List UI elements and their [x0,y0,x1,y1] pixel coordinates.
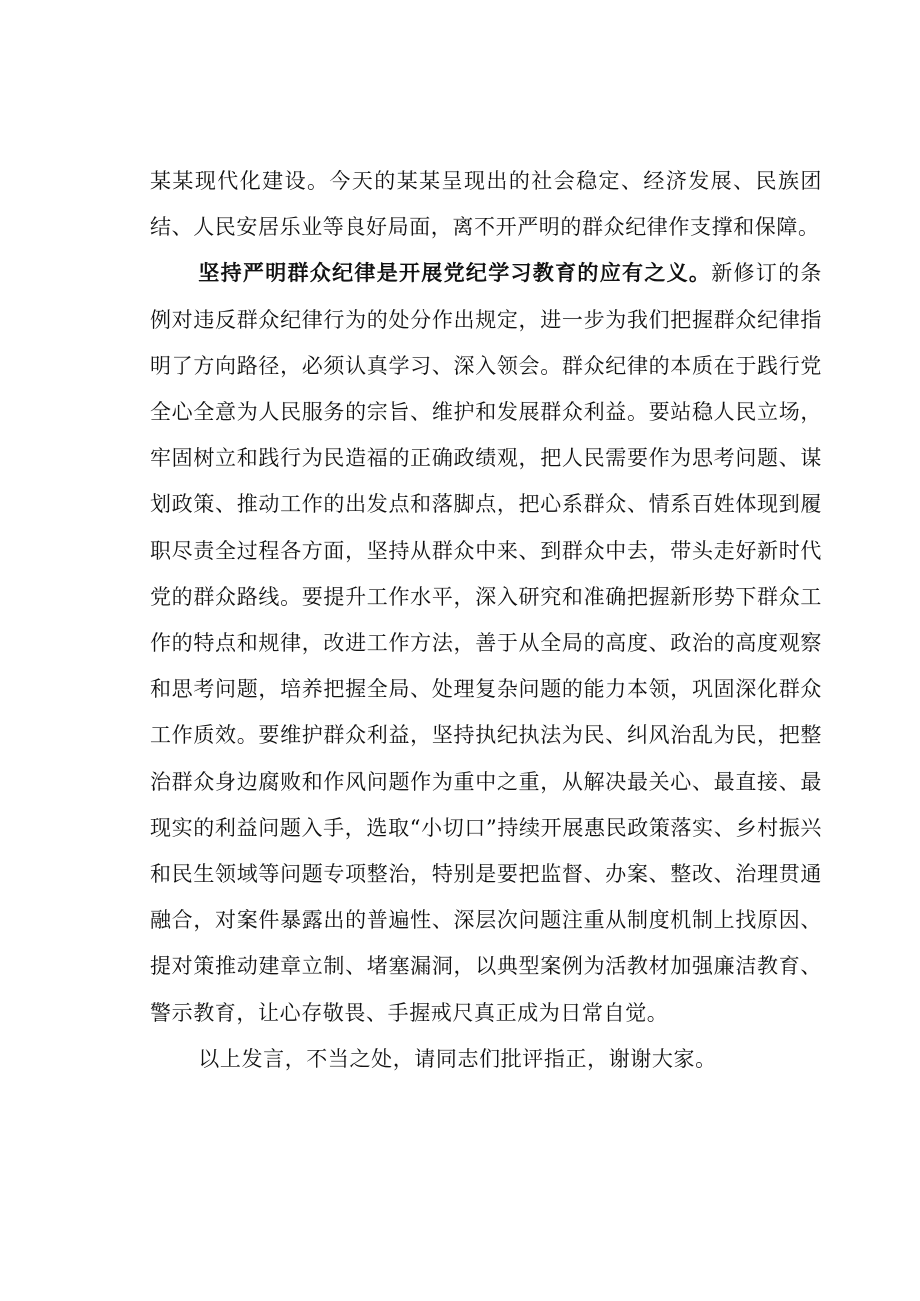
paragraph-lead-sentence: 坚持严明群众纪律是开展党纪学习教育的应有之义。 [198,260,712,286]
paragraph-closing: 以上发言，不当之处，请同志们批评指正，谢谢大家。 [198,1046,717,1071]
paragraph-body-text: 新修订的条例对违反群众纪律行为的处分作出规定，进一步为我们把握群众纪律指明了方向路径，必须认真学习、深入领会。群众纪律的本质在于践行党全心全意为人民服务的宗旨、维护和发展群众利益。要站稳人民立场，牢固树立和践行为民造福的正确政绩观，把人民需要作为思考问题、谋划政策、推动工作的出发点和落脚点，把心系群众、情系百姓体现到履职尽责全过程各方面，坚持从群众中来、到群众中去，带头走好新时代党的群众路线。要提升工作水平，深入研究和准确把握新形势下群众工作的特点和规律，改进工作方法，善于从全局的高度、政治的高度观察和思考问题，培养把握全局、处理复杂问题的能力本领，巩固深化群众工作质效。要维护群众利益，坚持执纪执法为民、纠风治乱为民，把整治群众身边腐败和作风问题作为重中之重，从解决最关心、最直接、最现实的利益问题入手，选取“小切口”持续开展惠民政策落实、乡村振兴和民生领域等问题专项整治，特别是要把监督、办案、整改、治理贯通融合，对案件暴露出的普遍性、深层次问题注重从制度机制上找原因、提对策推动建章立制、堵塞漏洞，以典型案例为活教材加强廉洁教育、警示教育，让心存敬畏、手握戒尺真正成为日常自觉。 [150,261,822,1025]
paragraph-continuation: 某某现代化建设。今天的某某呈现出的社会稳定、经济发展、民族团结、人民安居乐业等良好局面，离不开严明的群众纪律作支撑和保障。 [150,169,822,240]
paragraph-main [150,250,822,1035]
document-body [150,158,822,1082]
